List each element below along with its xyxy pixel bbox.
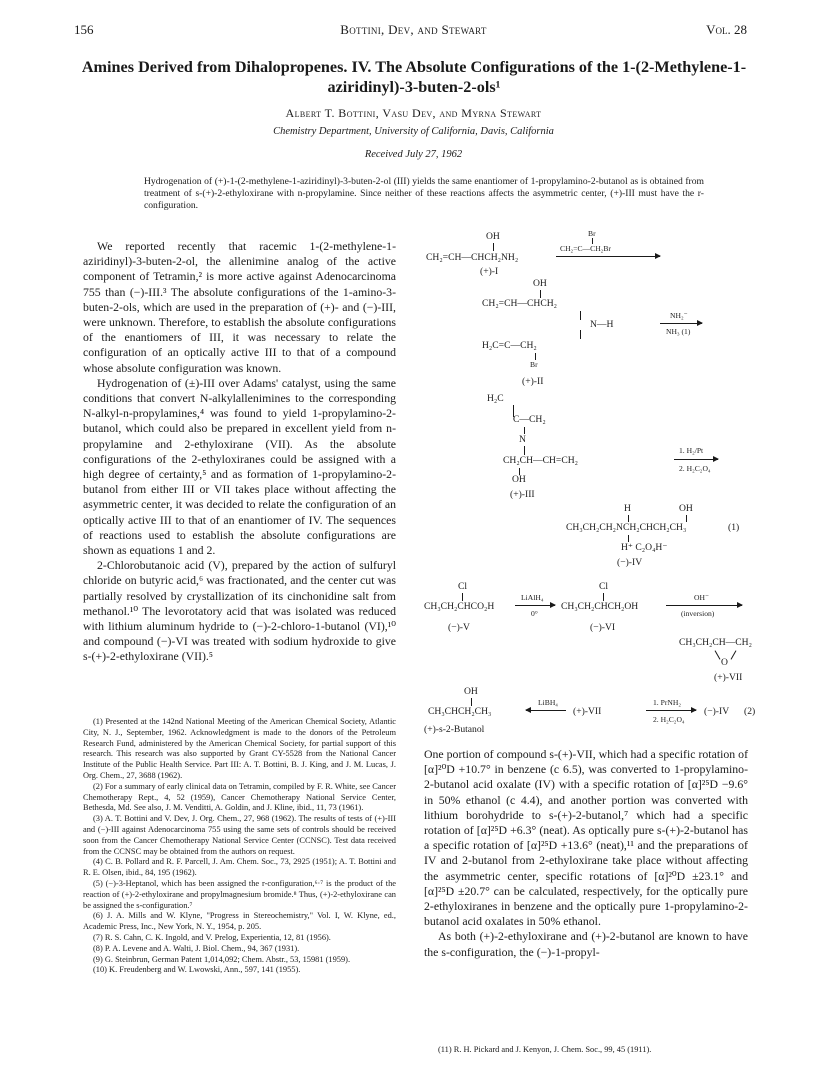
reaction-arrow (646, 710, 696, 711)
reagent-ammonia: NH₃ (1) (666, 327, 691, 336)
running-head: Bottini, Dev, and Stewart (340, 22, 487, 37)
compound-label: (−)-VI (590, 622, 616, 633)
bond (686, 515, 687, 522)
compound-label: (+)-I (480, 266, 499, 277)
bond (462, 593, 463, 601)
volume-label: Vol. 28 (706, 22, 747, 37)
bond (580, 330, 581, 339)
reaction-arrow (526, 710, 566, 711)
footnote: (1) Presented at the 142nd National Meeting of the American Chemical Society, Atlantic City, N. J., September, 1962. Acknowledgment is made to the donors of the Petroleum Research Fund, administered by the American Chemical Society, for partial support of this research. This research was also supported by Grant CY-5528 from the National Cancer Institute of the Public Health Service. Part III: A. T. Bottini, B. J. King, and J. M. Lucas, J. Org. Chem., 27, 3688 (1962). (83, 717, 396, 780)
reaction-arrow (660, 323, 702, 324)
butanol-formula: CH₃CHCH₂CH₃ (428, 706, 492, 717)
chloro-label: Cl (599, 581, 609, 592)
author-list: Albert T. Bottini, Vasu Dev, and Myrna Stewart (285, 106, 542, 120)
page-number: 156 (74, 22, 94, 37)
bond (715, 650, 721, 659)
compound-label: (−)-V (448, 622, 470, 633)
bromo-label: Br (588, 229, 596, 238)
abstract: Hydrogenation of (+)-1-(2-methylene-1-aziridinyl)-3-buten-2-ol (III) yields the same enantiomer of 1-propylamino-2-butanol as is obtained from treatment of s-(+)-2-ethyloxirane with n-propylamine. Since neither of these reactions affects the asymmetric center, (+)-III must have the r-configuration. (144, 176, 704, 212)
footnote: (9) G. Steinbrun, German Patent 1,014,092; Chem. Abstr., 53, 15981 (1959). (93, 954, 351, 964)
reagent-libh4: LiBH₄ (538, 698, 558, 707)
reagent-oxalic-acid: 2. H₂C₂O₄ (653, 715, 685, 724)
reagent-inversion-note: (inversion) (681, 609, 715, 618)
bond (535, 353, 536, 360)
hydroxyl-label: OH (533, 278, 547, 289)
body-paragraph: 2-Chlorobutanoic acid (V), prepared by the action of sulfuryl chloride on butyric acid,⁶ was fractionated, and the center cut was partially resolved by crystallization of its cinchonidine salt from methanol.¹⁰ The levorotatory acid that was isolated was reduced with lithium aluminum hydride to (−)-2-chloro-1-butanol (VI),¹⁰ and compound (−)-VI was treated with sodium hydroxide to give s-(+)-2-ethyloxirane (VII).⁵ (83, 558, 396, 664)
compound-iii-chain: CH₂CH—CH=CH₂ (503, 455, 579, 466)
reagent-hydroxide: OH⁻ (694, 593, 709, 602)
intermediate-ii-bottom: H₂C=C—CH₂ (482, 340, 537, 351)
compound-vii-formula: CH₃CH₂CH—CH₂ (679, 637, 752, 648)
footnote: (6) J. A. Mills and W. Klyne, "Progress in Stereochemistry," Vol. I, W. Klyne, ed., Academic Press, Inc., New York, N. Y., 1954, p. 205. (83, 911, 396, 932)
footnote: (11) R. H. Pickard and J. Kenyon, J. Chem. Soc., 99, 45 (1911). (438, 1045, 652, 1054)
reagent-oxalic-acid: 2. H₂C₂O₄ (679, 464, 711, 473)
compound-label: (+)-II (522, 376, 544, 387)
epoxide-oxygen: O (721, 657, 728, 668)
intermediate-ii-top: CH₂=CH—CHCH₂ (482, 298, 558, 309)
bond (628, 535, 629, 542)
bond (540, 290, 541, 298)
affiliation: Chemistry Department, University of California, Davis, California (273, 126, 554, 137)
footnotes (83, 717, 396, 976)
bond (471, 698, 472, 706)
hydrogen-label: H (624, 503, 631, 514)
body-paragraph: One portion of compound s-(+)-VII, which had a specific rotation of [α]²⁰D +10.7° in benzene (c 6.5), was converted to 1-propylamino-2-butanol acid oxalate (IV) with a specific rotation of [α]²⁵D −9.6° in 50% ethanol (c 4.4), and another portion was converted with lithium borohydride to s-(+)-2-butanol,⁷ which had a specific rotation of [α]²⁵D +6.3° (neat). As optically pure s-(+)-2-butanol has a specific rotation of [α]²⁵D +13.6° (neat),¹¹ and the preparations of IV and 2-butanol from 2-ethyloxirane take place without affecting the asymmetric center, specific rotations of [α]²⁰D ±23.1° and [α]²⁵D ±20.7° can be calculated, respectively, for the optically pure 2-ethyloxiranes in benzene and the optically pure 1-propylamino-2-butanol acid oxalates in 50% ethanol. (424, 747, 748, 929)
left-column-body (83, 239, 396, 665)
footnote: (7) R. S. Cahn, C. K. Ingold, and V. Prelog, Experientia, 12, 81 (1956). (93, 932, 331, 942)
compound-iv-end: (−)-IV (704, 706, 730, 717)
bond (731, 650, 737, 659)
reagent-hydrogenation: 1. H₂/Pt (679, 446, 704, 455)
footnote: (5) (−)-3-Heptanol, which has been assigned the r-configuration,⁶·⁷ is the product of the reaction of (+)-2-ethyloxirane and propylmagnesium bromide.⁸ Thus, (+)-2-ethyloxirane can be assigned the s-configuration.⁷ (83, 878, 396, 910)
compound-label: (+)-s-2-Butanol (424, 724, 485, 735)
body-paragraph: Hydrogenation of (±)-III over Adams' catalyst, using the same conditions that convert N-alkylallenimines to the corresponding N-alkyl-n-propylamines,⁴ was found to yield 1-propylamino-2-butanol, which could also be prepared in excellent yield from n-propylamine and 2-ethyloxirane (VII). As the absolute configurations of the 2-ethyloxiranes could be assigned with a high degree of certainty,⁵ and as formation of 1-propylamino-2-butanol from either III or VII takes place without affecting the asymmetric center, it was decided to relate the configuration of an optically active III to that of an enantiomer of IV. The sequences of reactions used to establish the absolute configurations are shown as equations 1 and 2. (83, 375, 396, 558)
right-column-body (424, 747, 748, 960)
reagent-amide: NH₂⁻ (670, 311, 688, 320)
bond (524, 446, 525, 455)
aminobutenol-formula: CH₂=CH—CHCH₂NH₂ (426, 252, 519, 263)
aziridine-nitrogen: N (519, 434, 526, 445)
hydroxyl-label: OH (679, 503, 693, 514)
methylene-label: H₂C (487, 393, 504, 404)
reagent-propylamine: 1. PrNH₂ (653, 698, 681, 707)
footnote: (4) C. B. Pollard and R. F. Parcell, J. Am. Chem. Soc., 73, 2925 (1951); A. T. Bottini and R. E. Olsen, ibid., 84, 195 (1962). (83, 857, 396, 878)
received-date: Received July 27, 1962 (364, 149, 463, 160)
reaction-arrow (515, 605, 555, 606)
article-title: Amines Derived from Dihalopropenes. IV. The Absolute Configurations of the 1-(2-Methylene-1-aziridinyl)-3-buten-2-ols¹ (81, 58, 747, 96)
bromo-label: Br (530, 360, 538, 369)
hydroxyl-label: OH (464, 686, 478, 697)
equation-number: (2) (744, 706, 756, 717)
reagent-lialh4: LiAlH₄ (521, 593, 544, 602)
compound-label: (+)-III (510, 489, 535, 500)
reagent-dibromopropene: CH₂=C—CH₂Br (560, 244, 611, 253)
bond (580, 311, 581, 320)
footnote: (3) A. T. Bottini and V. Dev, J. Org. Chem., 27, 968 (1962). The results of tests of (+)-III and (−)-III against Adenocarcinoma 755 using the same sets of controls should be received soon from the Cancer Chemotherapy National Service Center (CCNSC). Test data received from the CCNSC may be obtained from the authors on request. (83, 814, 396, 856)
compound-label: (−)-IV (617, 557, 643, 568)
aziridine-ring-top: C—CH₂ (513, 414, 546, 425)
hydroxyl-label: OH (512, 474, 526, 485)
compound-iv-formula: CH₃CH₂CH₂NCH₂CHCH₂CH₃ (566, 522, 687, 533)
oxalate-salt: H⁺ C₂O₄H⁻ (621, 542, 668, 553)
reaction-arrow (666, 605, 742, 606)
body-paragraph: We reported recently that racemic 1-(2-methylene-1-aziridinyl)-3-buten-2-ol, the allenimine analog of the active component of Tetramin,² is more active against Adenocarcinoma 755 than (−)-III.³ The absolute configurations of the 1-amino-3-buten-2-ols, which are used in the preparation of (+)- and (−)-III, were unknown. Therefore, to establish the absolute configurations of the enantiomers of III, it was necessary to relate the configuration of an optically active III to that of a compound whose absolute configuration was known. (83, 239, 396, 375)
compound-label: (+)-VII (714, 672, 743, 683)
intermediate-ii-nh: N—H (590, 319, 614, 330)
compound-v-formula: CH₃CH₂CHCO₂H (424, 601, 495, 612)
equation-number: (1) (728, 522, 740, 533)
reaction-arrow (674, 459, 718, 460)
footnote: (10) K. Freudenberg and W. Lwowski, Ann., 597, 141 (1955). (93, 965, 301, 975)
footnote: (8) P. A. Levene and A. Walti, J. Biol. Chem., 94, 367 (1931). (93, 943, 300, 953)
footnote: (2) For a summary of early clinical data on Tetramin, compiled by F. R. White, see Cancer Chemotherapy Rept., 4, 52 (1959), Cancer Chemotherapy National Service Center, Bethesda, Md. See also, J. M. Venditti, A. Goldin, and J. Kline, ibid., 11, 73 (1961). (83, 781, 396, 813)
bond (493, 243, 494, 251)
reaction-arrow (556, 256, 660, 257)
bond (524, 427, 525, 434)
bond (603, 593, 604, 601)
hydroxyl-label: OH (486, 231, 500, 242)
compound-vi-formula: CH₃CH₂CHCH₂OH (561, 601, 639, 612)
chloro-label: Cl (458, 581, 468, 592)
bond (628, 515, 629, 522)
reagent-temperature: 0° (531, 609, 538, 618)
body-paragraph: As both (+)-2-ethyloxirane and (+)-2-butanol are known to have the s-configuration, the (−)-1-propyl- (424, 929, 748, 959)
compound-vii-mid: (+)-VII (573, 706, 602, 717)
